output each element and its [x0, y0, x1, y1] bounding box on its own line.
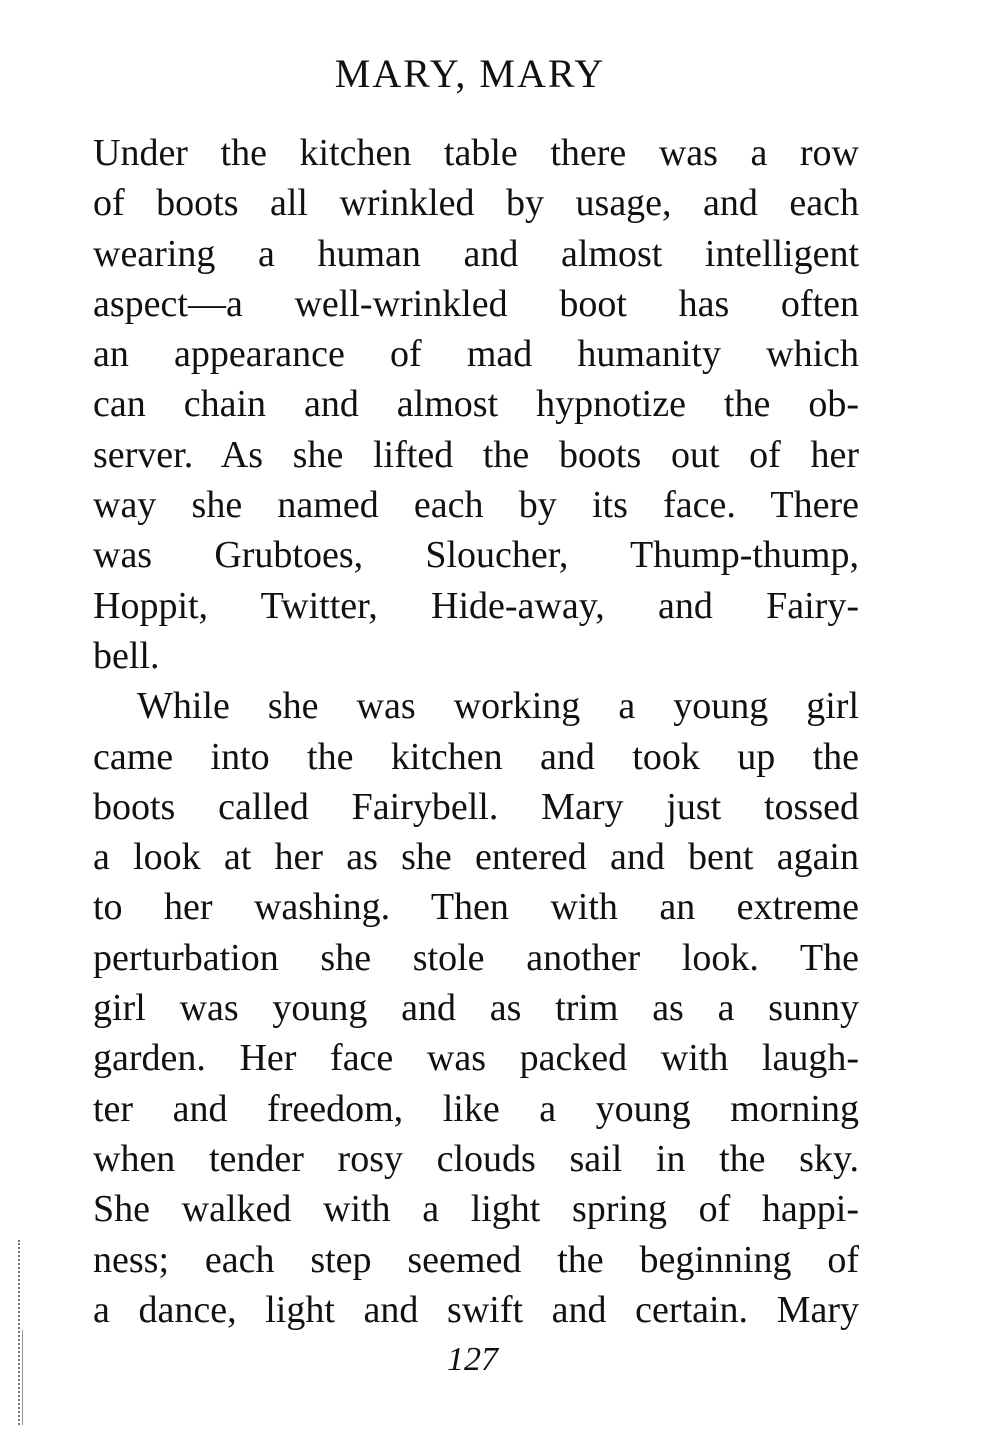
text-line: was Grubtoes, Sloucher, Thump-thump,	[93, 534, 859, 577]
text-line: ter and freedom, like a young morning	[93, 1087, 859, 1130]
text-line: a dance, light and swift and certain. Mary	[93, 1288, 859, 1331]
text-line: can chain and almost hypnotize the ob-	[93, 383, 859, 426]
text-line: of boots all wrinkled by usage, and each	[93, 182, 859, 225]
page-number: 127	[447, 1341, 498, 1378]
text-line: girl was young and as trim as a sunny	[93, 987, 859, 1030]
text-line: wearing a human and almost intelligent	[93, 232, 859, 275]
text-line: garden. Her face was packed with laugh-	[93, 1037, 859, 1080]
text-line: when tender rosy clouds sail in the sky.	[93, 1137, 859, 1180]
text-line: came into the kitchen and took up the	[93, 735, 859, 778]
text-line: an appearance of mad humanity which	[93, 333, 859, 376]
text-line: perturbation she stole another look. The	[93, 936, 859, 979]
scan-margin-mark	[22, 1330, 23, 1425]
body-text	[93, 128, 859, 1335]
text-line: aspect—a well-wrinkled boot has often	[93, 282, 859, 325]
running-head: MARY, MARY	[334, 51, 606, 96]
text-line: ness; each step seemed the beginning of	[93, 1238, 859, 1281]
text-line: bell.	[93, 634, 160, 677]
paragraph	[93, 128, 859, 681]
text-line: While she was working a young girl	[137, 685, 859, 728]
text-line: way she named each by its face. There	[93, 484, 859, 527]
text-line: Hoppit, Twitter, Hide-away, and Fairy-	[93, 584, 859, 627]
text-line: to her washing. Then with an extreme	[93, 886, 859, 929]
text-line: boots called Fairybell. Mary just tossed	[93, 785, 859, 828]
text-line: Under the kitchen table there was a row	[93, 132, 859, 174]
paragraph	[93, 681, 859, 1335]
text-line: She walked with a light spring of happi-	[93, 1188, 859, 1231]
text-line: server. As she lifted the boots out of her	[93, 433, 859, 476]
text-line: a look at her as she entered and bent again	[93, 836, 859, 879]
scan-margin-mark	[18, 1240, 20, 1425]
